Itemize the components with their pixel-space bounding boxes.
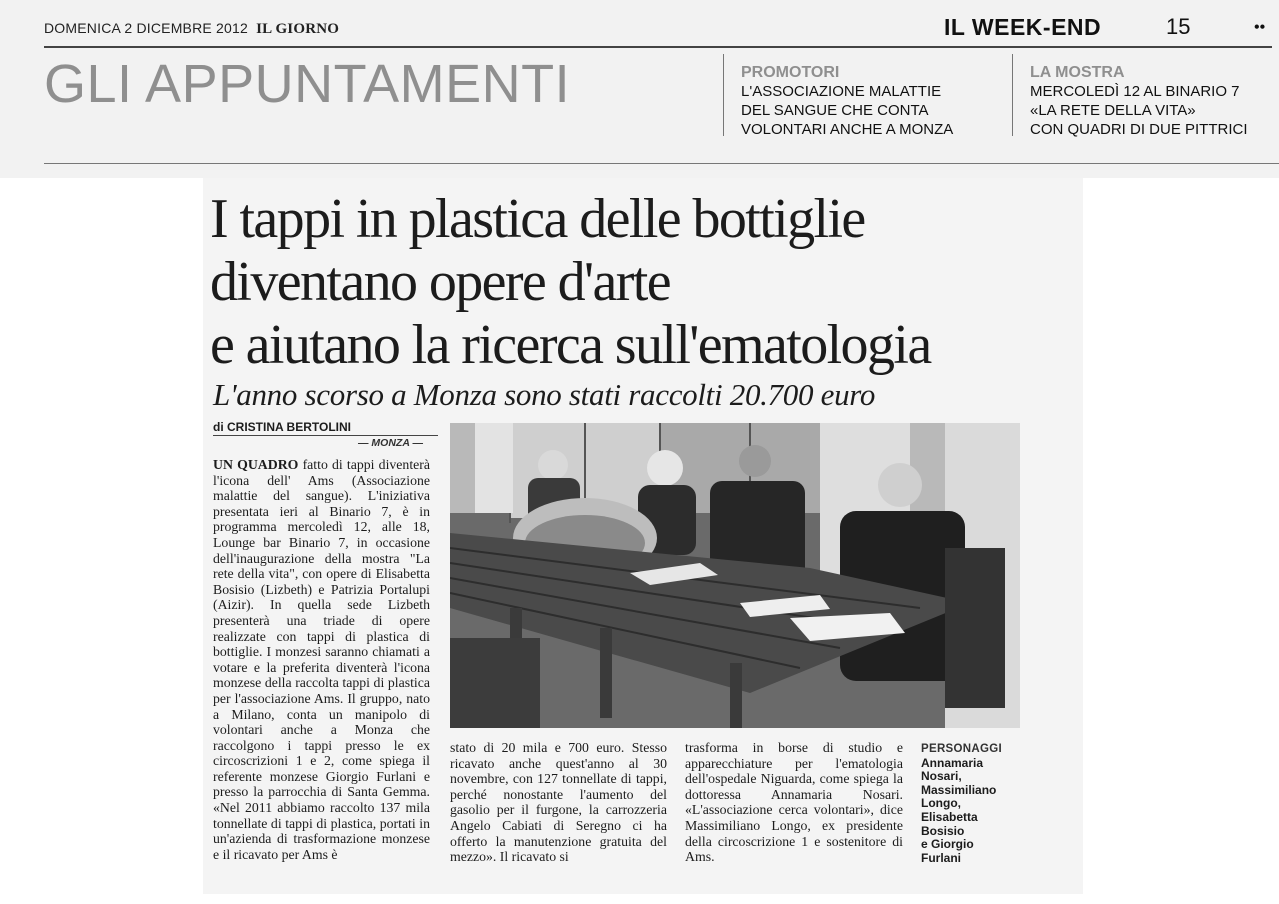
- personaggi-kicker: PERSONAGGI: [921, 743, 1002, 755]
- article-column-2: stato di 20 mila e 700 euro. Stesso ricavato anche quest'anno al 30 novembre, con 127 tonnellate di tappi, perché nonostante l'aumento del gasolio per il furgone, la carrozzeria Angelo Cabiati di Seregno ci ha offerto la manutenzione gratuita del mezzo». Il ricavato si: [450, 740, 667, 865]
- personaggi-name: Massimiliano: [921, 782, 997, 797]
- personaggi-name: Annamaria: [921, 755, 984, 770]
- promo-line: L'ASSOCIAZIONE MALATTIE: [741, 83, 942, 100]
- personaggi-name: Elisabetta: [921, 809, 978, 824]
- personaggi-name: Furlani: [921, 850, 962, 865]
- promo-line: VOLONTARI ANCHE A MONZA: [741, 121, 954, 138]
- byline-rule: [213, 435, 438, 436]
- promo-line: DEL SANGUE CHE CONTA: [741, 102, 929, 119]
- byline: di CRISTINA BERTOLINI: [213, 420, 351, 434]
- personaggi-name: Nosari,: [921, 769, 962, 784]
- date-text: DOMENICA 2 DICEMBRE 2012: [44, 20, 248, 36]
- personaggi-name: e Giorgio: [921, 837, 974, 852]
- personaggi-box: [921, 743, 1031, 865]
- page-number: 15: [1166, 14, 1191, 39]
- article-headline: [210, 188, 1070, 377]
- lead-in: UN QUADRO: [213, 457, 299, 472]
- promo-box-promotori: [741, 63, 1006, 139]
- article-column-1: [213, 457, 430, 862]
- personaggi-name: Longo,: [921, 796, 961, 811]
- column-text: fatto di tappi diventerà l'icona dell' Ams (Associazione malattie del sangue). L'iniziativa presentata ieri al Binario 7, è in programma mercoledì 12, alle 18, Lounge bar Binario 7, in occasione dell'inaugurazione della mostra "La rete della vita", con opere di Elisabetta Bosisio (Lizbeth) e Patrizia Portalupi (Aizir). In quella sede Lizbeth presenterà una triade di opere realizzate con tappi di plastica di bottiglie. I monzesi saranno chiamati a votare e la preferita diventerà l'icona monzese della raccolta tappi di plastica per l'associazione Ams. Il gruppo, nato a Milano, conta un manipolo di volontari anche a Monza che raccolgono i tappi presso le ex circoscrizioni 1 e 2, come spiega il referente monzese Giorgio Furlani e presso la parrocchia di Santa Gemma. «Nel 2011 abbiamo raccolto 137 mila tonnellate di tappi di plastica, portati in un'azienda di trasformazione monzese e il ricavato per Ams è: [213, 457, 430, 862]
- masthead-date: [44, 20, 339, 38]
- page-marker-dots: ••: [1254, 19, 1266, 36]
- dateline: — MONZA —: [358, 437, 423, 449]
- headline-line: e aiutano la ricerca sull'ematologia: [210, 314, 931, 376]
- masthead-rule: [44, 46, 1272, 48]
- article-photo: [450, 423, 1020, 728]
- promo-line: «LA RETE DELLA VITA»: [1030, 102, 1196, 119]
- press-conference-photo: [450, 423, 1020, 728]
- headline-line: I tappi in plastica delle bottiglie: [210, 188, 865, 250]
- column-divider: [723, 54, 724, 136]
- personaggi-name: Bosisio: [921, 823, 965, 838]
- section-name: IL WEEK-END: [944, 14, 1102, 40]
- promo-kicker: PROMOTORI: [741, 64, 840, 81]
- column-divider: [1012, 54, 1013, 136]
- article-column-3: trasforma in borse di studio e apparecchiature per l'ematologia dell'ospedale Niguarda, come spiega la dottoressa Annamaria Nosari. «L'associazione cerca volontari», dice Massimiliano Longo, ex presidente della circoscrizione 1 e sostenitore di Ams.: [685, 740, 903, 865]
- newspaper-name: IL GIORNO: [256, 21, 340, 37]
- promo-box-mostra: [1030, 63, 1275, 139]
- promo-line: CON QUADRI DI DUE PITTRICI: [1030, 121, 1248, 138]
- masthead-bottom-rule: [44, 163, 1279, 164]
- section-big-title: GLI APPUNTAMENTI: [44, 54, 571, 114]
- masthead: [0, 0, 1279, 178]
- article-subheadline: L'anno scorso a Monza sono stati raccolti 20.700 euro: [213, 377, 876, 412]
- promo-kicker: LA MOSTRA: [1030, 64, 1125, 81]
- headline-line: diventano opere d'arte: [210, 251, 670, 313]
- promo-line: MERCOLEDÌ 12 AL BINARIO 7: [1030, 83, 1240, 100]
